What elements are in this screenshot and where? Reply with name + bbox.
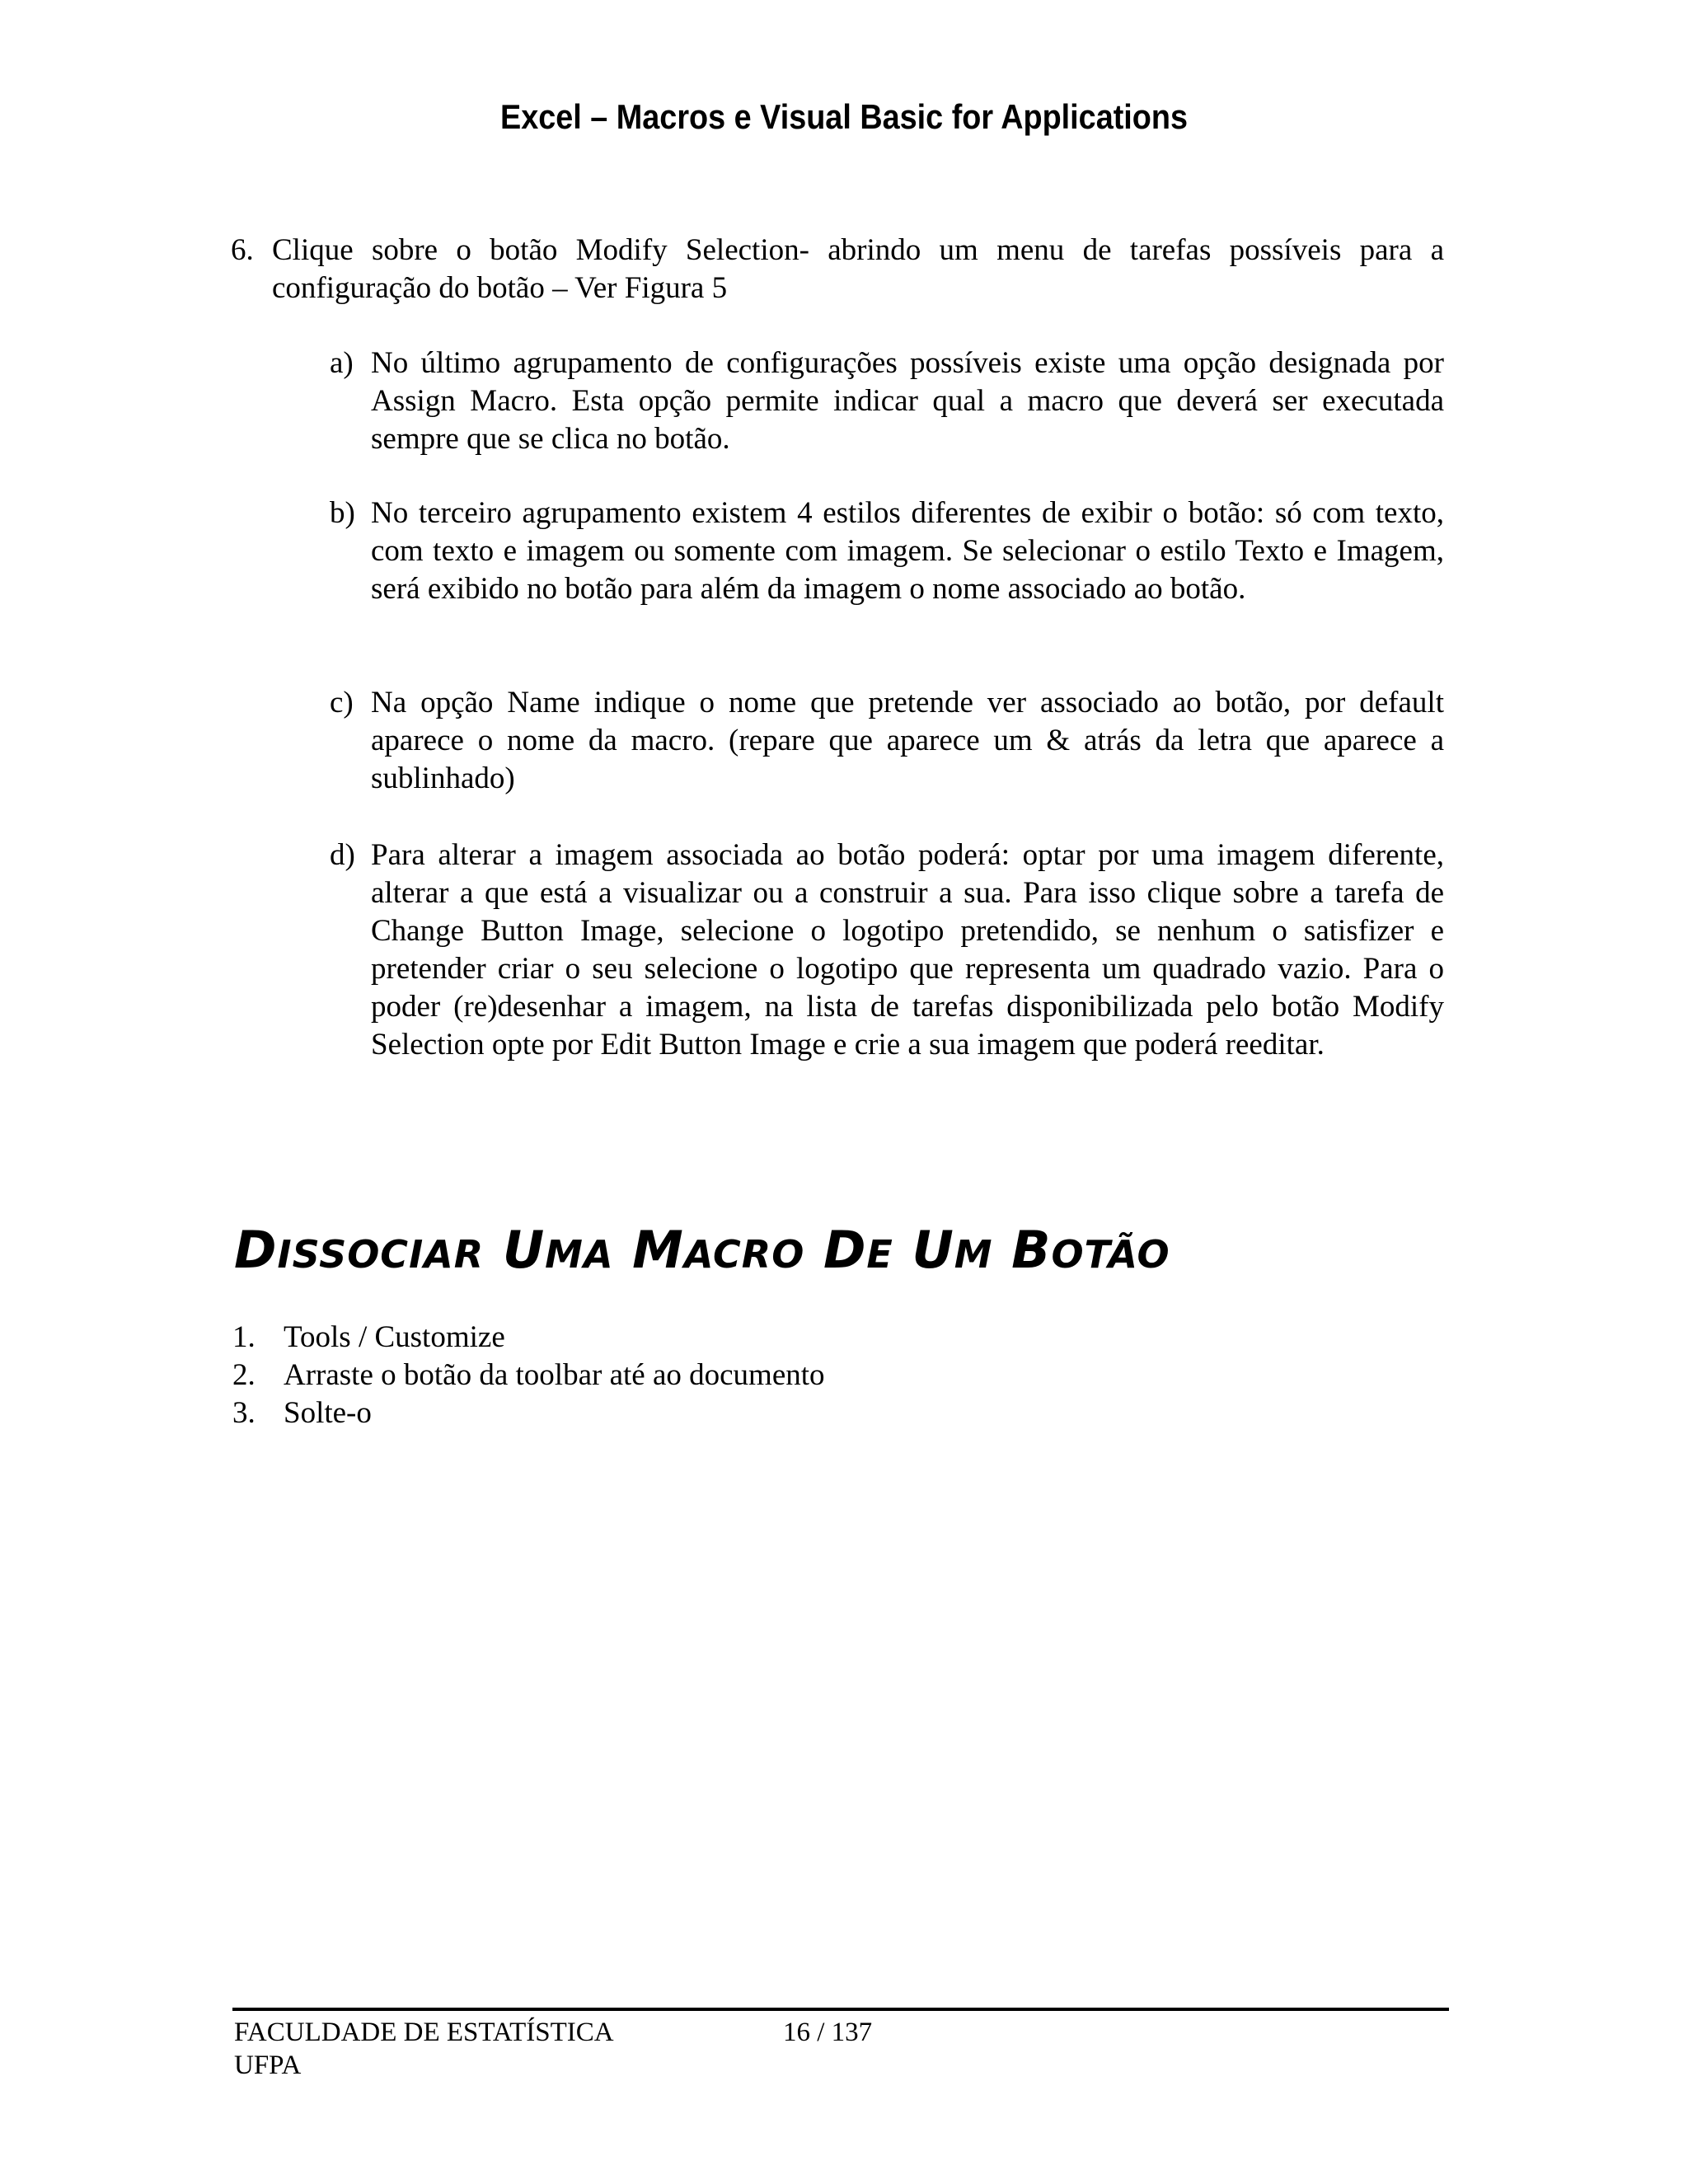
list-item [232,1319,825,1357]
list-number: 2. [232,1358,256,1392]
list-item-text: Arraste o botão da toolbar até ao documento [284,1358,825,1392]
sub-item-marker: a) [330,346,354,380]
footer-institution: FACULDADE DE ESTATÍSTICA [234,2018,614,2047]
steps-list [232,1319,825,1432]
page-header: Excel – Macros e Visual Basic for Applications [499,97,1189,136]
sub-item-text: No último agrupamento de configurações possíveis existe uma opção designada por Assign Macro. Esta opção permite indicar qual a macro que deverá ser executada sempre que se clica no botão. [371,346,1444,456]
list-number: 3. [232,1396,256,1430]
sub-item-d [330,837,1444,1064]
page-number: 16 / 137 [783,2018,873,2047]
list-item-text: Tools / Customize [284,1320,505,1354]
footer [234,2016,614,2082]
sub-item-b [330,494,1444,608]
sub-item-text: No terceiro agrupamento existem 4 estilos diferentes de exibir o botão: só com texto, com texto e imagem ou somente com imagem. Se selecionar o estilo Texto e Imagem, será exibido no botão para além da imagem o nome associado ao botão. [371,496,1444,606]
list-number: 1. [232,1320,256,1354]
list-item-step-6 [231,232,1444,307]
list-number: 6. [231,233,254,267]
sub-item-marker: c) [330,686,354,719]
sub-item-marker: d) [330,838,355,872]
sub-item-a [330,344,1444,458]
sub-item-c [330,684,1444,798]
section-heading [234,1220,1170,1280]
list-item [232,1357,825,1394]
sub-item-text: Na opção Name indique o nome que pretende ver associado ao botão, por default aparece o nome da macro. (repare que aparece um & atrás da letra que aparece a sublinhado) [371,686,1444,795]
list-item-text: Solte-o [284,1396,372,1430]
footer-rule [232,2008,1449,2011]
sub-item-marker: b) [330,496,355,530]
footer-university: UFPA [234,2050,302,2080]
list-item-text: Clique sobre o botão Modify Selection- abrindo um menu de tarefas possíveis para a configuração do botão – Ver Figura 5 [272,233,1444,305]
section-heading-text: DISSOCIAR UMA MACRO DE UM BOTÃO [234,1220,1170,1280]
list-item [232,1394,825,1432]
sub-item-text: Para alterar a imagem associada ao botão poderá: optar por uma imagem diferente, alterar a que está a visualizar ou a construir a sua. Para isso clique sobre a tarefa de Change Button Image, selecione o logotipo pretendido, se nenhum o satisfizer e pretender criar o seu selecione o logotipo que representa um quadrado vazio. Para o poder (re)desenhar a imagem, na lista de tarefas disponibilizada pelo botão Modify Selection opte por Edit Button Image e crie a sua imagem que poderá reeditar. [371,838,1444,1062]
